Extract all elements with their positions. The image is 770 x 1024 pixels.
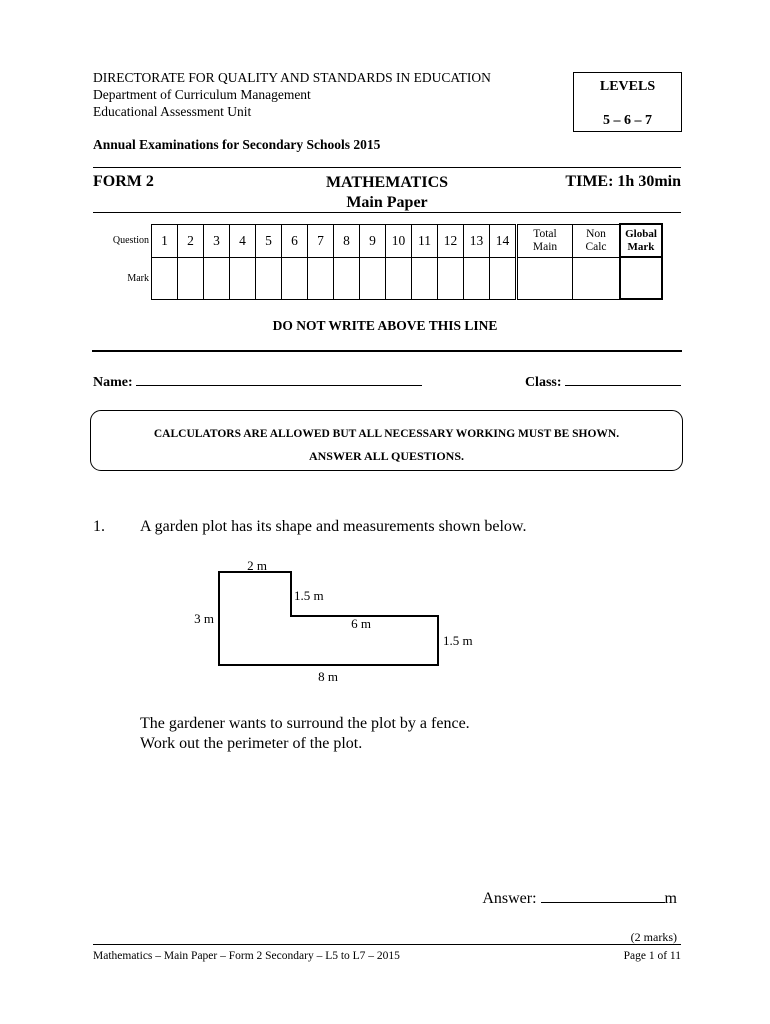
mark-label: Mark [127, 272, 149, 284]
levels-title: LEVELS [599, 79, 656, 94]
question-cell: 8 [334, 224, 360, 257]
total-main-line1: Total [533, 227, 557, 240]
answer-field[interactable] [482, 890, 677, 908]
form-label: FORM 2 [93, 173, 154, 190]
directorate-line: DIRECTORATE FOR QUALITY AND STANDARDS IN EDUCATION [93, 70, 491, 85]
footer-left: Mathematics – Main Paper – Form 2 Secondary – L5 to L7 – 2015 [93, 950, 400, 962]
question-cell: 7 [308, 224, 334, 257]
question-text: A garden plot has its shape and measurements shown below. [140, 518, 527, 535]
class-label: Class: [524, 375, 562, 390]
question-line2: Work out the perimeter of the plot. [140, 735, 363, 752]
total-main-line2: Main [532, 240, 558, 253]
question-cell: 12 [438, 224, 464, 257]
levels-value: 5 – 6 – 7 [603, 113, 652, 128]
label-bottom: 8 m [318, 669, 338, 684]
page-number: Page 1 of 11 [623, 950, 681, 962]
question-cell: 5 [256, 224, 282, 257]
instructions-line2: ANSWER ALL QUESTIONS. [308, 449, 465, 463]
question-cell: 3 [204, 224, 230, 257]
global-mark-line1: Global [625, 227, 657, 240]
label-top: 2 m [247, 558, 267, 573]
instructions-line1: CALCULATORS ARE ALLOWED BUT ALL NECESSARY WORKING MUST BE SHOWN. [153, 428, 620, 440]
question-number: 1. [93, 518, 105, 535]
answer-label: Answer: [482, 890, 537, 907]
question-cell: 13 [464, 224, 490, 257]
department-line: Department of Curriculum Management [93, 87, 311, 102]
question-label: Question [112, 235, 149, 246]
label-left: 3 m [194, 611, 214, 626]
question-cell: 2 [178, 224, 204, 257]
question-instructions [140, 714, 470, 754]
marks-allocation: (2 marks) [630, 930, 677, 944]
plot-outline [219, 572, 438, 665]
name-label: Name: [93, 375, 133, 390]
question-cell: 4 [230, 224, 256, 257]
question-cell: 1 [152, 224, 178, 257]
question-cell: 6 [282, 224, 308, 257]
do-not-write-notice: DO NOT WRITE ABOVE THIS LINE [272, 318, 498, 333]
global-mark-line2: Mark [627, 240, 655, 253]
label-step-horizontal: 6 m [351, 616, 371, 631]
answer-unit: m [664, 890, 677, 907]
subject-name: MATHEMATICS [325, 174, 449, 191]
label-step-vertical: 1.5 m [294, 588, 324, 603]
divider-footer [93, 944, 681, 945]
paper-name: Main Paper [346, 194, 428, 211]
label-right: 1.5 m [443, 633, 473, 648]
non-calc-line2: Calc [585, 240, 607, 253]
question-cell: 10 [386, 224, 412, 257]
question-cell: 11 [412, 224, 438, 257]
time-allowed: TIME: 1h 30min [565, 173, 681, 190]
unit-line: Educational Assessment Unit [93, 104, 252, 119]
question-cell: 14 [490, 224, 517, 257]
question-line1: The gardener wants to surround the plot by a fence. [140, 715, 470, 732]
non-calc-line1: Non [586, 227, 606, 240]
answer-blank[interactable] [541, 890, 665, 903]
question-cell: 9 [360, 224, 386, 257]
exam-session: Annual Examinations for Secondary Schools 2015 [93, 137, 381, 152]
